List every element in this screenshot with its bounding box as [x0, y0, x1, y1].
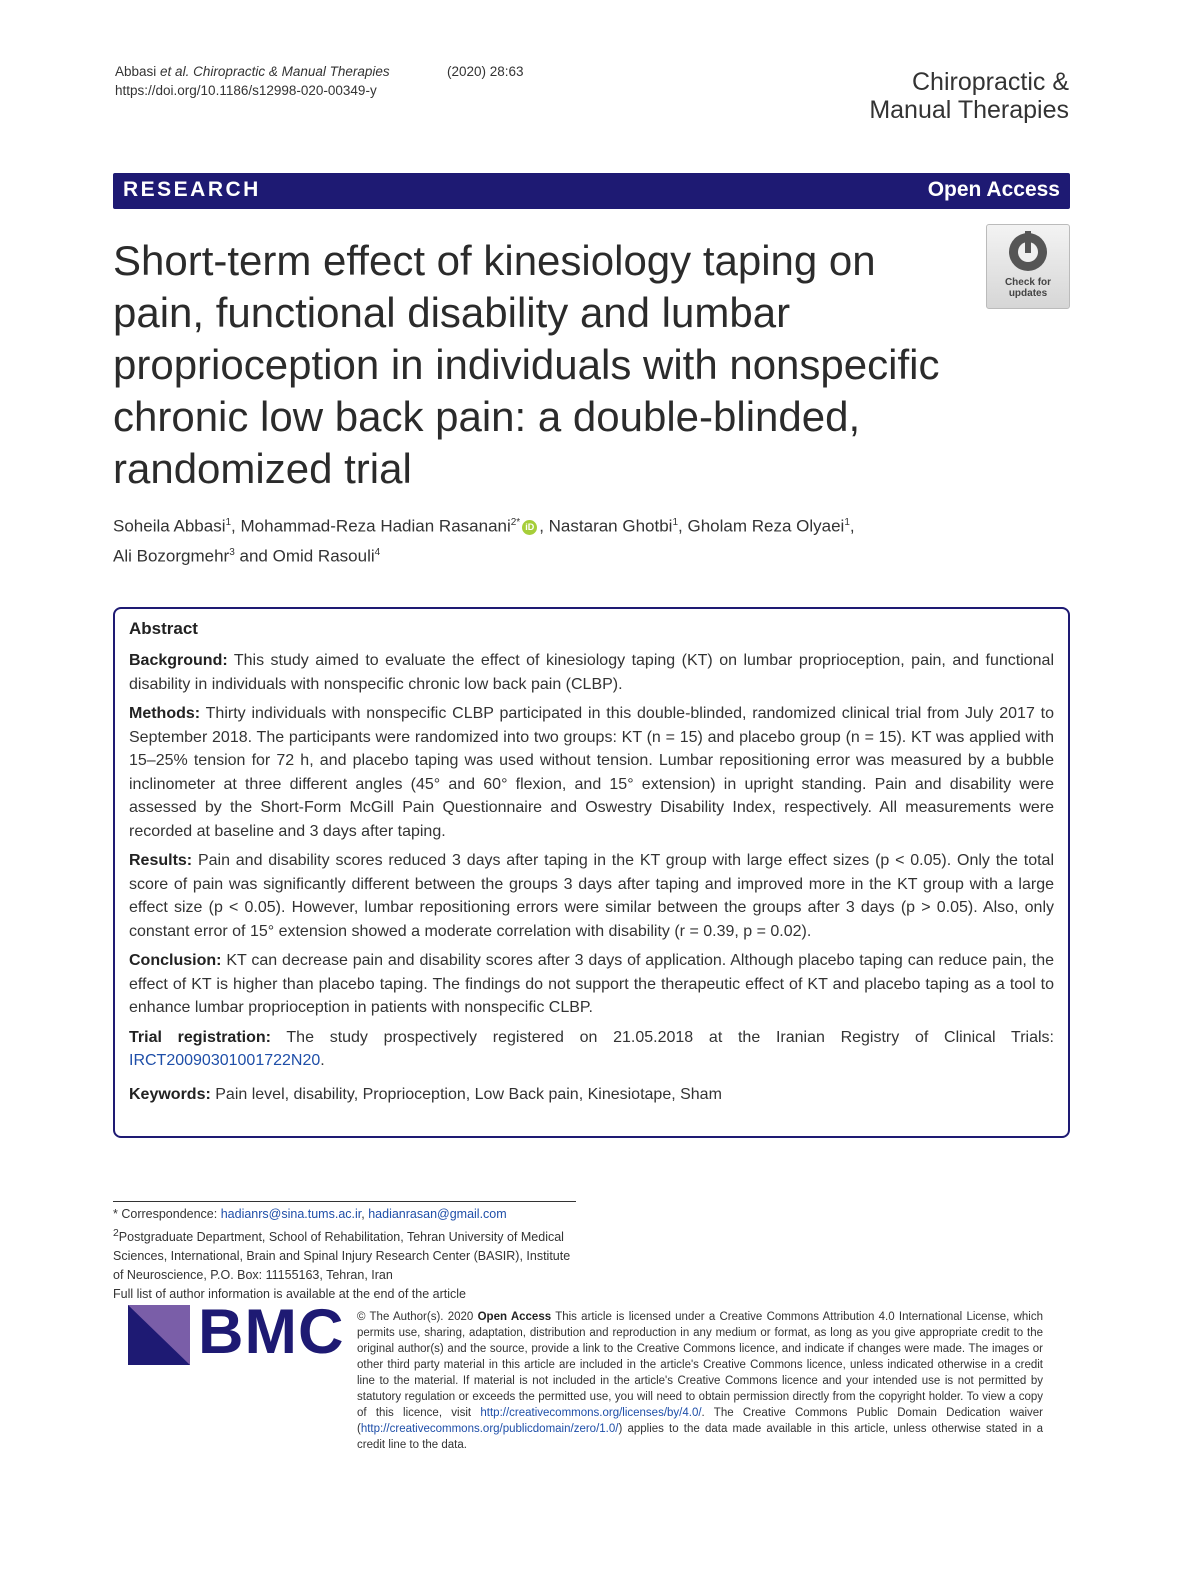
abstract-results — [129, 849, 1054, 943]
results-text: Pain and disability scores reduced 3 days after taping in the KT group with large effect sizes (p < 0.05). Only the total score of pain was significantly different between the groups 3 days after taping and improved more in the KT group with a large effect size (p < 0.05). However, lumbar repositioning errors were similar between the groups after 3 days (p > 0.05). Also, only constant error of 15° extension showed a moderate correlation with disability (r = 0.39, p = 0.02). — [129, 852, 1054, 940]
author-affiliation-sup: 1 — [672, 517, 679, 528]
license-text — [357, 1309, 1043, 1453]
cc-zero-license-link[interactable]: http://creativecommons.org/publicdomain/zero/1.0/ — [360, 1423, 619, 1435]
keywords-text: Pain level, disability, Proprioception, Low Back pain, Kinesiotape, Sham — [215, 1085, 722, 1103]
abstract-keywords — [129, 1083, 1054, 1107]
author-affiliation-sup: 3 — [229, 546, 235, 558]
article-title: Short-term effect of kinesiology taping on pain, functional disability and lumbar proprioception in individuals with nonspecific chronic low back pain: a double-blinded, randomized trial — [113, 237, 940, 492]
journal-name — [869, 68, 1069, 124]
abstract-conclusion — [129, 949, 1054, 1020]
email-separator: , — [361, 1207, 365, 1221]
correspondence-footnote — [113, 1205, 583, 1304]
abstract-heading: Abstract — [129, 619, 198, 638]
methods-text: Thirty individuals with nonspecific CLBP participated in this double-blinded, randomized clinical trial from July 2017 to September 2018. The participants were randomized into two groups: KT (n = 15) and placebo group (n = 15). KT was applied with 15–25% tension for 72 h, and placebo taping was used without tension. Lumbar repositioning error was measured by a bubble inclinometer at three different angles (45° and 60° flexion, and 15° extension) in upright standing. Pain and disability were assessed by the Short-Form McGill Pain Questionnaire and Oswestry Disability Index, respectively. All measurements were recorded at baseline and 3 days after taping. — [129, 705, 1055, 840]
citation-year: (2020) 28:63 — [447, 64, 524, 79]
abstract-trial-registration — [129, 1026, 1054, 1073]
orcid-icon[interactable]: iD — [522, 520, 537, 535]
full-author-info-note: Full list of author information is available at the end of the article — [113, 1287, 466, 1302]
trial-registration-label: Trial registration: — [129, 1028, 271, 1046]
author-name: Ali Bozorgmehr — [113, 546, 230, 566]
abstract-background — [129, 649, 1054, 696]
results-label: Results: — [129, 852, 193, 869]
author-list — [113, 510, 963, 569]
correspondence-label: * Correspondence: — [113, 1207, 218, 1221]
journal-name-line2: Manual Therapies — [869, 96, 1069, 124]
author-separator: , — [231, 516, 241, 536]
trial-registration-text: The study prospectively registered on 21.05.2018 at the Iranian Registry of Clinical Trials: — [286, 1028, 1055, 1046]
author-separator: , — [539, 516, 549, 536]
correspondence-email-2[interactable]: hadianrasan@gmail.com — [368, 1207, 507, 1221]
license-body-1: This article is licensed under a Creative Commons Attribution 4.0 International License, which permits use, sharing, adaptation, distribution and reproduction in any medium or format, as long as you give appropriate credit to the original author(s) and the source, provide a link to the Creative Commons licence, and indicate if changes were made. The images or other third party material in this article are included in the article's Creative Commons licence, unless indicated otherwise in a credit line to the material. If material is not included in the article's Creative Commons licence and your intended use is not permitted by statutory regulation or exceeds the permitted use, you will need to obtain permission directly from the copyright holder. To view a copy of this licence, visit — [357, 1311, 1043, 1419]
author-affiliation-sup: 2* — [510, 517, 521, 528]
cc-by-license-link[interactable]: http://creativecommons.org/licenses/by/4.0/ — [480, 1407, 702, 1419]
crossmark-icon — [987, 225, 1069, 277]
conclusion-label: Conclusion: — [129, 952, 222, 969]
citation-etal: et al. — [160, 64, 190, 79]
license-body-2: . The Creative Commons Public Domain Dedication waiver ( — [357, 1407, 1043, 1435]
author-name: Omid Rasouli — [272, 546, 375, 566]
author-name: Soheila Abbasi — [113, 516, 226, 536]
open-access-label: Open Access — [927, 178, 1060, 201]
journal-name-line1: Chiropractic & — [912, 68, 1069, 96]
background-text: This study aimed to evaluate the effect of kinesiology taping (KT) on lumbar proprioception, pain, and functional disability in individuals with nonspecific chronic low back pain (CLBP). — [129, 652, 1055, 693]
author-affiliation-sup: 4 — [374, 546, 381, 558]
affiliation-sup: 2 — [113, 1228, 119, 1239]
methods-label: Methods: — [129, 705, 201, 722]
citation-authors: Abbasi — [115, 64, 157, 79]
affiliation — [113, 1224, 583, 1285]
author-affiliation-sup: 1 — [844, 517, 850, 528]
background-label: Background: — [129, 652, 228, 669]
author-name: Gholam Reza Olyaei — [687, 516, 845, 536]
check-for-updates-line2: updates — [1008, 288, 1048, 299]
article-type-label: RESEARCH — [123, 178, 261, 201]
running-header-citation — [115, 64, 390, 79]
author-separator: , — [849, 516, 855, 536]
check-for-updates-badge[interactable] — [986, 224, 1070, 309]
author-separator: , — [678, 516, 688, 536]
license-body-3: ) applies to the data made available in this article, unless otherwise stated in a credit line to the data. — [357, 1423, 1043, 1451]
author-name: Mohammad-Reza Hadian Rasanani — [240, 516, 511, 536]
keywords-label: Keywords: — [129, 1085, 211, 1103]
article-type-banner — [113, 173, 1070, 209]
abstract-methods — [129, 702, 1054, 843]
doi-link[interactable]: https://doi.org/10.1186/s12998-020-00349-y — [115, 83, 377, 98]
bmc-logo-icon — [128, 1305, 198, 1365]
footnote-divider — [113, 1201, 576, 1202]
author-affiliation-sup: 1 — [225, 517, 232, 528]
author-name: Nastaran Ghotbi — [548, 516, 673, 536]
conclusion-text: KT can decrease pain and disability scores after 3 days of application. Although placebo taping can reduce pain, the effect of KT is higher than placebo taping. The findings do not support the therapeutic effect of KT and placebo taping as a tool to enhance lumbar proprioception in patients with nonspecific CLBP. — [129, 952, 1054, 1016]
trial-registration-end: . — [320, 1052, 325, 1069]
correspondence-email-1[interactable]: hadianrs@sina.tums.ac.ir — [220, 1207, 362, 1221]
author-separator: and — [234, 546, 273, 566]
check-for-updates-line1: Check for — [1004, 277, 1052, 288]
citation-journal: Chiropractic & Manual Therapies — [193, 64, 390, 79]
copyright: © The Author(s). 2020 — [357, 1311, 474, 1323]
trial-registration-link[interactable]: IRCT20090301001722N20 — [129, 1052, 321, 1069]
correspondence-line — [113, 1205, 583, 1224]
affiliation-text: Postgraduate Department, School of Rehabilitation, Tehran University of Medical Sciences, International, Brain and Spinal Injury Research Center (BASIR), Institute of Neuroscience, P.O. Box: 11155163, Tehran, Iran — [113, 1230, 571, 1283]
bmc-logo-text: BMC — [198, 1297, 345, 1367]
check-for-updates-caption — [987, 277, 1069, 299]
open-access-statement: Open Access — [477, 1311, 552, 1323]
abstract-box — [113, 607, 1070, 1138]
